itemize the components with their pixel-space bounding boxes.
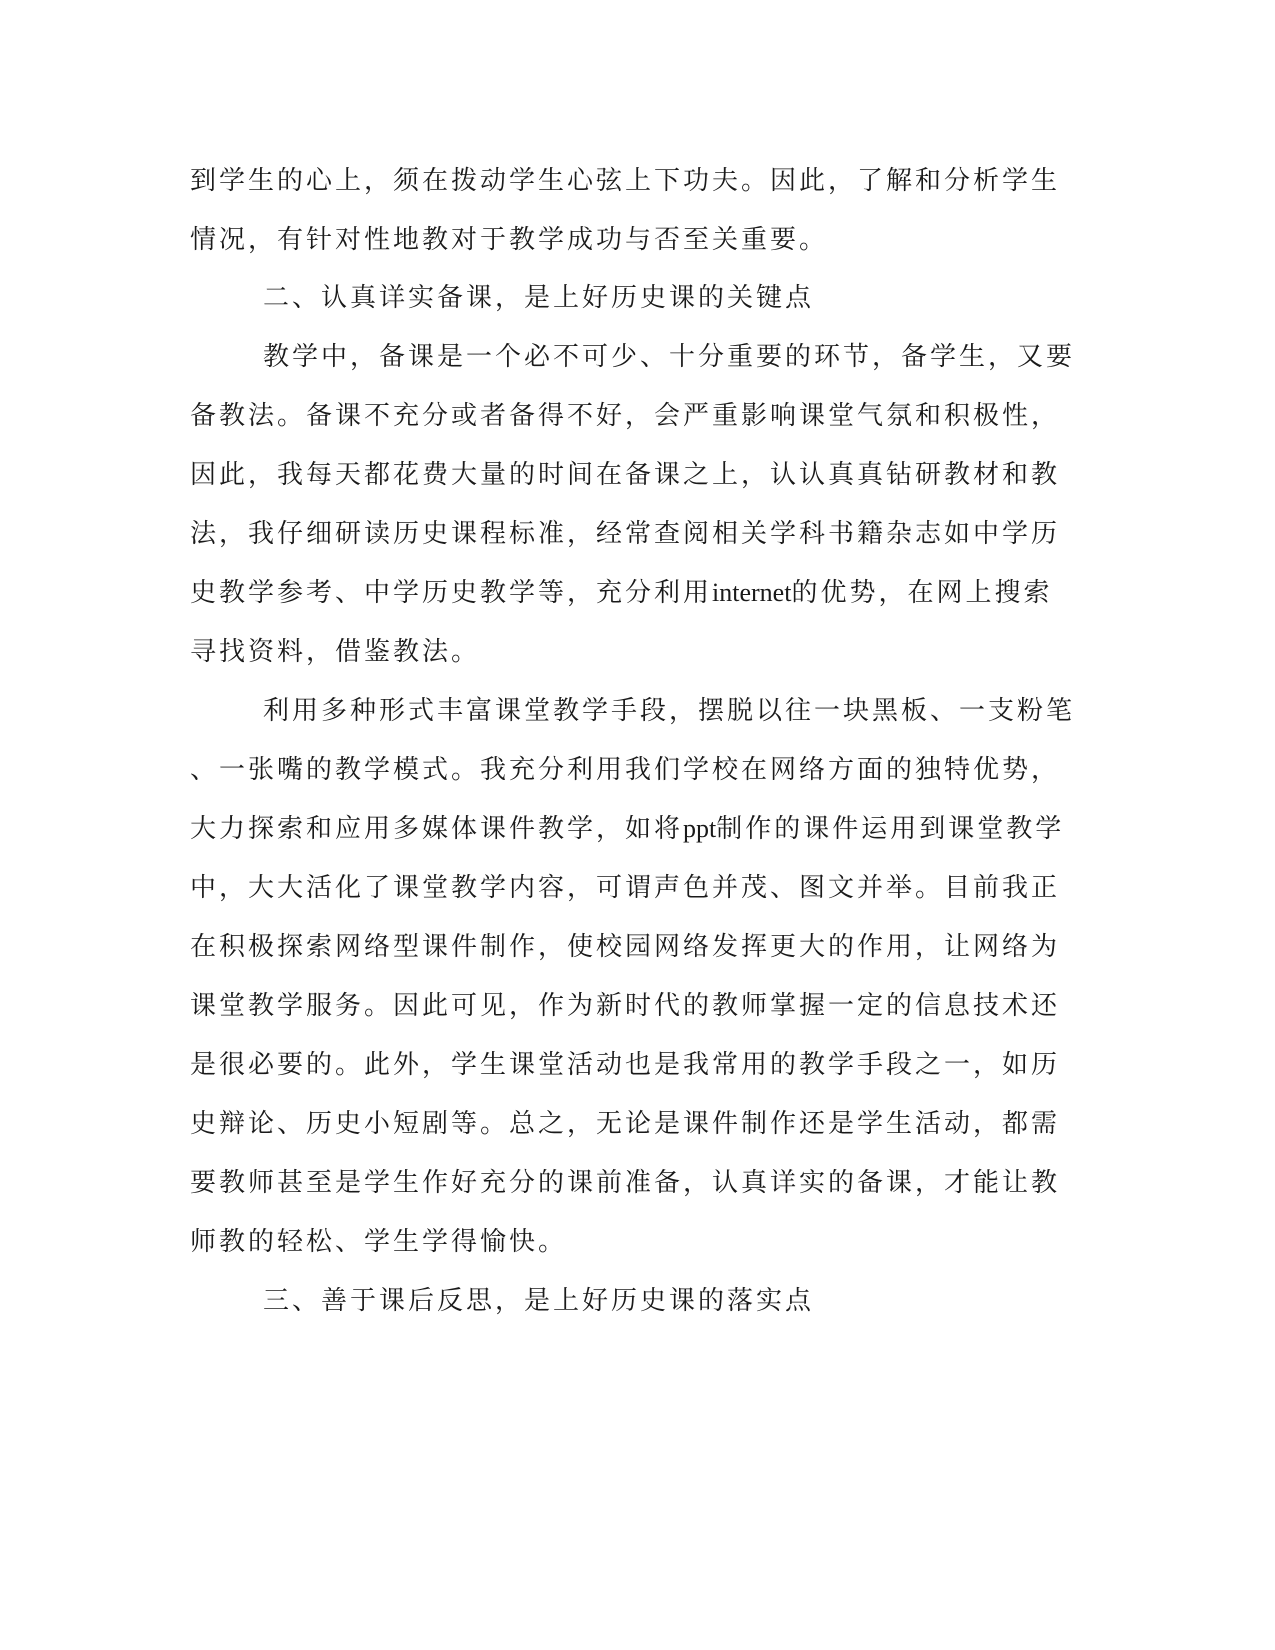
text-line — [190, 577, 1090, 609]
text-line: 法，我仔细研读历史课程标准，经常查阅相关学科书籍杂志如中学历 — [190, 519, 1061, 549]
text-line: 寻找资料，借鉴教法。 — [190, 637, 481, 667]
text-line: 备教法。备课不充分或者备得不好，会严重影响课堂气氛和积极性， — [190, 401, 1061, 431]
section-heading-3: 三、善于课后反思，是上好历史课的落实点 — [263, 1286, 815, 1316]
text-segment-latin: ppt — [683, 814, 717, 843]
text-line: 教学中，备课是一个必不可少、十分重要的环节，备学生，又要 — [263, 342, 1076, 372]
text-line: 要教师甚至是学生作好充分的课前准备，认真详实的备课，才能让教 — [190, 1168, 1061, 1198]
text-line: 、一张嘴的教学模式。我充分利用我们学校在网络方面的独特优势， — [190, 755, 1061, 785]
text-segment: 制作的课件运用到课堂教学 — [716, 814, 1065, 844]
text-line: 史辩论、历史小短剧等。总之，无论是课件制作还是学生活动，都需 — [190, 1109, 1061, 1139]
text-line: 课堂教学服务。因此可见，作为新时代的教师掌握一定的信息技术还 — [190, 991, 1061, 1021]
text-line: 到学生的心上，须在拨动学生心弦上下功夫。因此，了解和分析学生 — [190, 166, 1061, 196]
text-line: 情况，有针对性地教对于教学成功与否至关重要。 — [190, 225, 829, 255]
text-line: 利用多种形式丰富课堂教学手段，摆脱以往一块黑板、一支粉笔 — [263, 696, 1076, 726]
text-line: 师教的轻松、学生学得愉快。 — [190, 1227, 568, 1257]
text-line — [190, 813, 1090, 845]
text-line: 是很必要的。此外，学生课堂活动也是我常用的教学手段之一，如历 — [190, 1050, 1061, 1080]
text-line: 在积极探索网络型课件制作，使校园网络发挥更大的作用，让网络为 — [190, 932, 1061, 962]
text-segment-latin: internet — [712, 578, 792, 607]
text-segment: 史教学参考、中学历史教学等，充分利用 — [190, 578, 713, 608]
text-segment: 的优势，在网上搜索 — [791, 578, 1053, 608]
text-line: 中，大大活化了课堂教学内容，可谓声色并茂、图文并举。目前我正 — [190, 873, 1061, 903]
section-heading-2: 二、认真详实备课，是上好历史课的关键点 — [263, 283, 815, 313]
text-segment: 大力探索和应用多媒体课件教学，如将 — [190, 814, 684, 844]
text-line: 因此，我每天都花费大量的时间在备课之上，认认真真钻研教材和教 — [190, 460, 1061, 490]
